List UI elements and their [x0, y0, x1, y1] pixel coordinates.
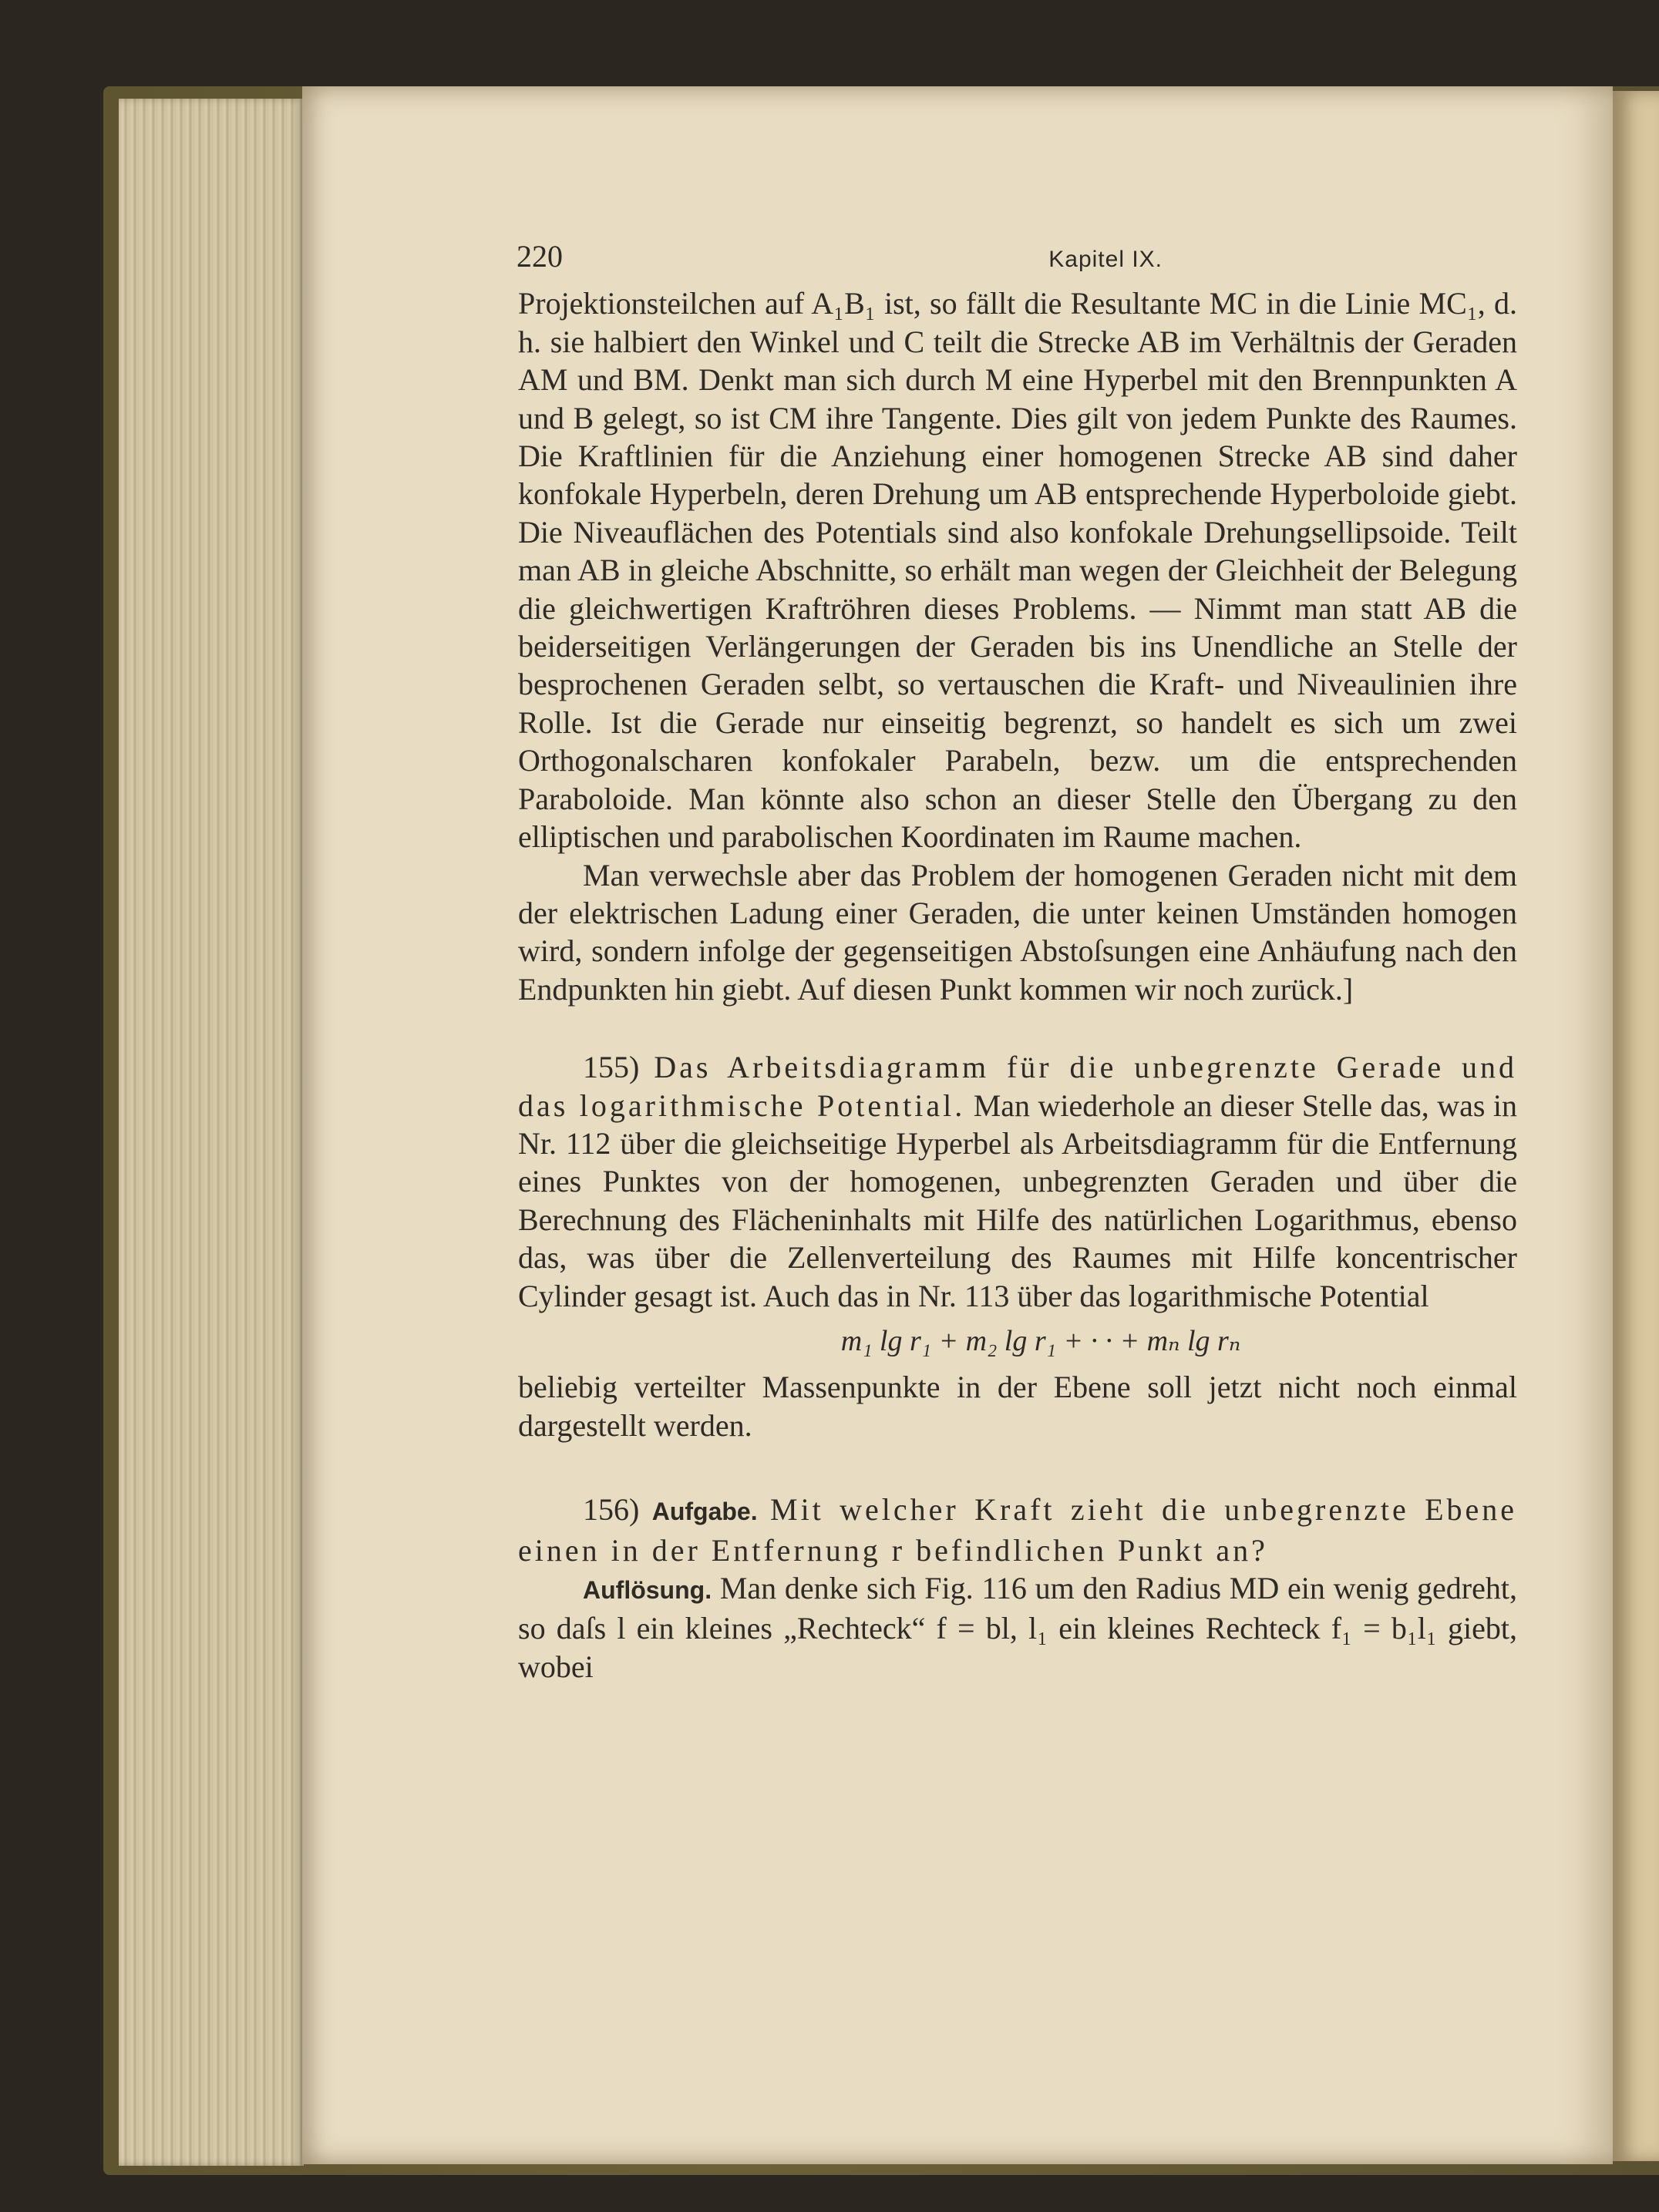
section-156 — [518, 1491, 1517, 1569]
section-155-body: Man wiederhole an dieser Stelle das, was in Nr. 112 über die gleichseitige Hyperbel als Arbeitsdiagramm für die Entfernung eines Punktes von der homogenen, unbegrenzten Geraden und über die Berechnung des Flächeninhalts mit Hilfe des natürlichen Logarithmus, ebenso das, was über die Zellenverteilung des Raumes mit Hilfe koncentrischer Cylinder gesagt ist. Auch das in Nr. 113 über das logarithmische Potential — [518, 1088, 1518, 1313]
section-155-after-formula: beliebig verteilter Massenpunkte in der Ebene soll jetzt nicht noch einmal dargestellt werden. — [518, 1370, 1517, 1443]
solution-text: Man denke sich Fig. 116 um den Radius MD ein wenig gedreht, so daſs l ein kleines „Rechteck“ f = bl, l₁ ein kleines Rechteck f₁ = b₁l₁ giebt, wobei — [518, 1571, 1517, 1684]
page-text — [518, 237, 1517, 1686]
section-156-solution — [518, 1569, 1517, 1686]
section-155-title: Das Arbeitsdiagramm für die unbegrenzte Gerade und das logarithmische Potential. — [518, 1050, 1517, 1123]
facing-page-edge — [1613, 91, 1659, 2161]
paragraph-2: Man verwechsle aber das Problem der homogenen Geraden nicht mit dem der elektrischen Ladung einer Geraden, die unter keinen Umständen homogen wird, sondern infolge der gegenseitigen Abstoſsungen eine Anhäufung nach den Endpunkten hin giebt. Auf diesen Punkt kommen wir noch zurück.] — [518, 857, 1517, 1007]
solution-label: Auflösung. — [583, 1576, 712, 1604]
page-number: 220 — [517, 239, 563, 274]
paragraph-1: Projektionsteilchen auf A₁B₁ ist, so fällt die Resultante MC in die Linie MC₁, d. h. sie halbiert den Winkel und C teilt die Strecke AB im Verhältnis der Geraden AM und BM. Denkt man sich durch M eine Hyperbel mit den Brennpunkten A und B gelegt, so ist CM ihre Tangente. Dies gilt von jedem Punkte des Raumes. Die Kraftlinien für die Anziehung einer homogenen Strecke AB sind daher konfokale Hyperbeln, deren Drehung um AB entsprechende Hyperboloide giebt. Die Niveauflächen des Potentials sind also konfokale Drehungsellipsoide. Teilt man AB in gleiche Abschnitte, so erhält man wegen der Gleichheit der Belegung die gleichwertigen Kraftröhren dieses Problems. — Nimmt man statt AB die beiderseitigen Verlängerungen der Geraden bis ins Unendliche an Stelle der besprochenen Geraden selbt, so vertauschen die Kraft- und Niveaulinien ihre Rolle. Ist die Gerade nur einseitig begrenzt, so handelt es sich um zwei Orthogonalscharen konfokaler Parabeln, bezw. um die entsprechenden Paraboloide. Man könnte also schon an dieser Stelle den Übergang zu den elliptischen und parabolischen Koordinaten im Raume machen. — [518, 286, 1517, 855]
page-header — [518, 237, 1517, 278]
running-title: Kapitel IX. — [1048, 247, 1163, 272]
section-156-label: Aufgabe. — [651, 1498, 758, 1526]
section-156-question: Mit welcher Kraft zieht die unbegrenzte Ebene einen in der Entfernung r befindlichen Punkt an? — [518, 1492, 1518, 1568]
section-155-number: 155) — [583, 1050, 640, 1085]
section-156-number: 156) — [583, 1492, 640, 1528]
page-edges — [119, 99, 304, 2166]
formula-log-potential: m₁ lg r₁ + m₂ lg r₁ + · · + mₙ lg rₙ — [840, 1324, 1241, 1357]
section-155 — [518, 1048, 1517, 1315]
